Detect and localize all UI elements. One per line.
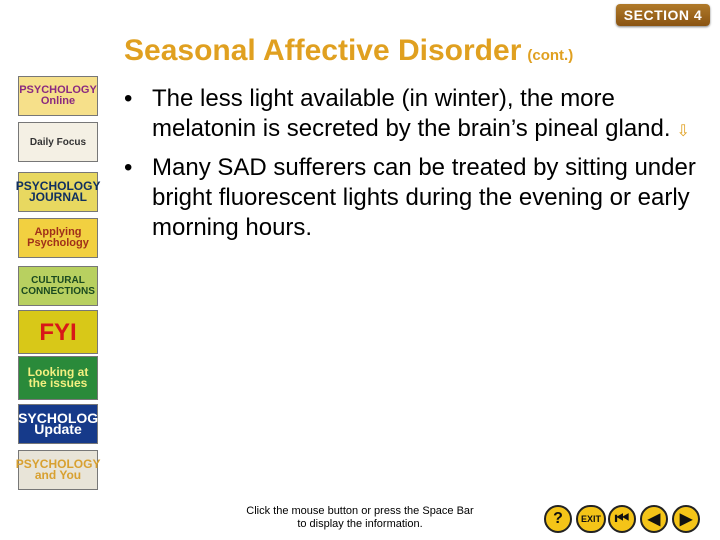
section-badge: SECTION 4	[616, 4, 710, 26]
looking-at-the-issues-button[interactable]: Looking at the issues	[18, 356, 98, 400]
first-slide-icon[interactable]: ⏮	[608, 505, 636, 533]
bullet-marker: •	[124, 85, 133, 112]
cultural-connections-button[interactable]: CULTURAL CONNECTIONS	[18, 266, 98, 306]
bullet-item	[124, 84, 704, 147]
bullet-marker: •	[124, 154, 133, 181]
daily-focus-button[interactable]: Daily Focus	[18, 122, 98, 162]
applying-psychology-button[interactable]: Applying Psychology	[18, 218, 98, 258]
down-arrow-icon: ⇩	[676, 123, 690, 140]
instruction-line: to display the information.	[297, 518, 423, 530]
title-suffix: (cont.)	[527, 47, 574, 64]
slide-title	[124, 34, 573, 68]
psychology-online-button[interactable]: PSYCHOLOGY Online	[18, 76, 98, 116]
help-button[interactable]: ?	[544, 505, 572, 533]
instruction-text	[222, 505, 498, 531]
bullet-text: Many SAD sufferers can be treated by sitting under bright fluorescent lights during the evening or early morning hours.	[152, 154, 696, 241]
psychology-journal-button[interactable]: PSYCHOLOGY JOURNAL	[18, 172, 98, 212]
exit-button[interactable]: EXIT	[576, 505, 606, 533]
bullet-list	[124, 84, 704, 249]
instruction-line: Click the mouse button or press the Space Bar	[246, 505, 474, 517]
title-main: Seasonal Affective Disorder	[124, 34, 522, 67]
bullet-text: The less light available (in winter), the more melatonin is secreted by the brain’s pineal gland.	[152, 85, 671, 142]
psychology-update-button[interactable]: PSYCHOLOGY Update	[18, 404, 98, 444]
next-slide-icon[interactable]: ▶	[672, 505, 700, 533]
previous-slide-icon[interactable]: ◀	[640, 505, 668, 533]
psychology-and-you-button[interactable]: PSYCHOLOGY and You	[18, 450, 98, 490]
bullet-item	[124, 153, 704, 243]
fyi-button[interactable]: FYI	[18, 310, 98, 354]
